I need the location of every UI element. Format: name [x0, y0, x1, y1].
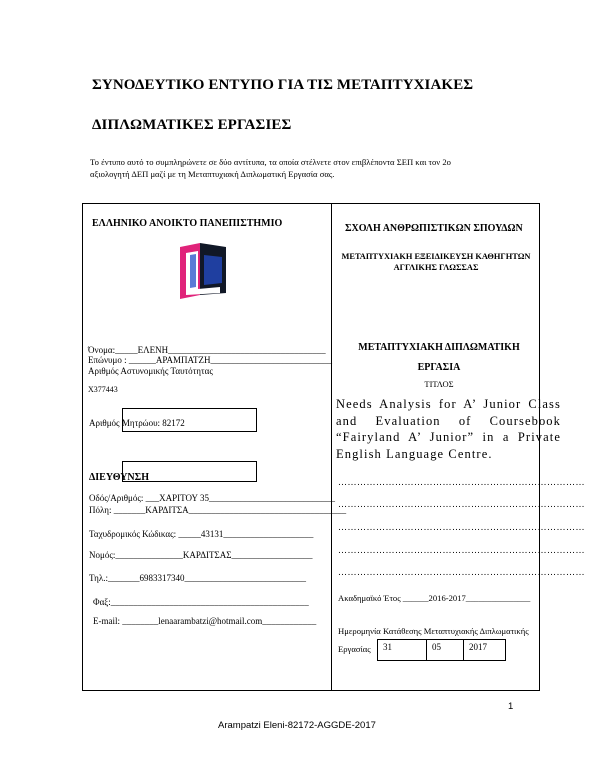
registration-number: Αριθμός Μητρώου: 82172	[89, 418, 185, 428]
eap-logo-graphic	[180, 243, 232, 299]
footer-author-code: Arampatzi Eleni-82172-AGGDE-2017	[218, 720, 376, 731]
submission-date-label-cont: Εργασίας	[338, 644, 371, 654]
title-label: ΤΙΤΛΟΣ	[424, 379, 454, 389]
document-title-line1: ΣΥΝΟΔΕΥΤΙΚΟ ΕΝΤΥΠΟ ΓΙΑ ΤΙΣ ΜΕΤΑΠΤΥΧΙΑΚΕΣ	[92, 77, 474, 93]
dotted-line-4: ……………………………………………………………………	[338, 545, 585, 555]
id-card-label: Αριθμός Αστυνομικής Ταυτότητας	[88, 366, 213, 376]
university-name: ΕΛΛΗΝΙΚΟ ΑΝΟΙΚΤΟ ΠΑΝΕΠΙΣΤΗΜΙΟ	[92, 218, 283, 229]
email-field[interactable]: E-mail: ________lenaarambatzi@hotmail.com____________	[93, 616, 317, 626]
postal-code-field[interactable]: Ταχυδρομικός Κώδικας: _____43131____________________	[89, 529, 314, 539]
street-field[interactable]: Οδός/Αριθμός: ___ΧΑΡΙΤΟΥ 35____________________________	[89, 493, 335, 503]
city-field[interactable]: Πόλη: _______ΚΑΡΔΙΤΣΑ___________________________________	[89, 505, 347, 515]
dotted-line-5: ……………………………………………………………………	[338, 567, 585, 577]
submission-date-label: Ημερομηνία Κατάθεσης Μεταπτυχιακής Διπλωματικής	[338, 626, 529, 636]
intro-text-line2: αξιολογητή ΔΕΠ μαζί με τη Μεταπτυχιακή Διπλωματική Εργασία σας.	[90, 169, 335, 179]
phone-field[interactable]: Τηλ.:_______6983317340___________________________	[89, 573, 306, 583]
dotted-line-1: ……………………………………………………………………	[338, 477, 585, 487]
eap-logo	[180, 243, 232, 299]
surname-field[interactable]: Επώνυμο : ______ΑΡΑΜΠΑΤΖΗ___________________________	[88, 355, 333, 365]
program-line2: ΑΓΓΛΙΚΗΣ ΓΛΩΣΣΑΣ	[393, 263, 479, 272]
prefecture-field[interactable]: Νομός:_______________ΚΑΡΔΙΤΣΑΣ__________________	[89, 550, 313, 560]
program-line1: ΜΕΤΑΠΤΥΧΙΑΚΗ ΕΞΕΙΔΙΚΕΥΣΗ ΚΑΘΗΓΗΤΩΝ	[341, 252, 531, 261]
academic-year-field[interactable]: Ακαδημαϊκό Έτος ______2016-2017_______________	[338, 593, 531, 603]
fax-field[interactable]: Φαξ:____________________________________________	[93, 597, 309, 607]
column-divider	[331, 203, 332, 691]
thesis-title: Needs Analysis for A’ Junior Class and Evaluation of Coursebook “Fairyland A’ Junior” in a Private English Language Centre.	[336, 397, 561, 461]
submission-day[interactable]: 31	[377, 639, 427, 661]
intro-text-line1: Το έντυπο αυτό το συμπληρώνετε σε δύο αντίτυπα, τα οποία στέλνετε στον επιβλέποντα ΣΕΠ και τον 2ο	[90, 157, 451, 167]
page-number: 1	[508, 701, 514, 712]
document-title-line2: ΔΙΠΛΩΜΑΤΙΚΕΣ ΕΡΓΑΣΙΕΣ	[92, 117, 292, 133]
dotted-line-2: ……………………………………………………………………	[338, 499, 585, 509]
thesis-heading-line2: ΕΡΓΑΣΙΑ	[417, 362, 461, 373]
address-heading: ΔΙΕΥΘΥΝΣΗ	[89, 472, 149, 483]
name-field[interactable]: Όνομα:_____ΕΛΕΝΗ___________________________________	[88, 345, 326, 355]
thesis-heading-line1: ΜΕΤΑΠΤΥΧΙΑΚΗ ΔΙΠΛΩΜΑΤΙΚΗ	[358, 342, 520, 353]
submission-year[interactable]: 2017	[463, 639, 506, 661]
id-card-value: Χ377443	[88, 385, 118, 394]
school-name: ΣΧΟΛΗ ΑΝΘΡΩΠΙΣΤΙΚΩΝ ΣΠΟΥΔΩΝ	[345, 223, 523, 234]
submission-month[interactable]: 05	[426, 639, 464, 661]
dotted-line-3: ……………………………………………………………………	[338, 522, 585, 532]
